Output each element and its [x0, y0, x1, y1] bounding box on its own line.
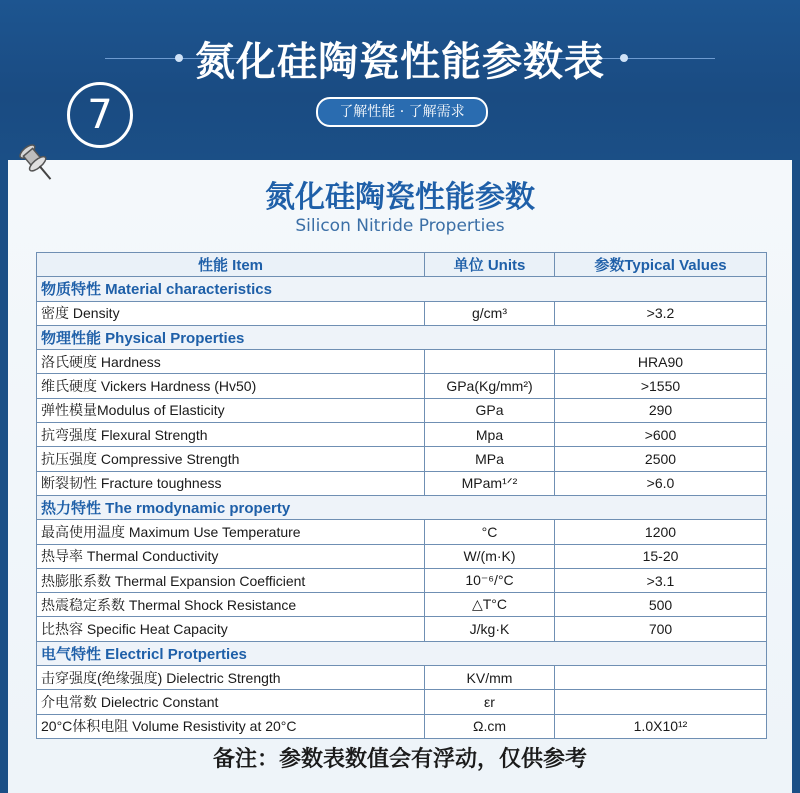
property-name: 介电常数 Dielectric Constant: [37, 690, 425, 714]
table-row: [37, 398, 767, 422]
section-label: 物质特性 Material characteristics: [37, 277, 767, 301]
property-unit: Ω.cm: [425, 714, 555, 738]
table-row: [37, 617, 767, 641]
table-row: [37, 568, 767, 592]
property-name: 热震稳定系数 Thermal Shock Resistance: [37, 593, 425, 617]
section-label: 物理性能 Physical Properties: [37, 325, 767, 349]
subtitle-pill: 了解性能 · 了解需求: [316, 97, 488, 127]
property-value: >3.2: [555, 301, 767, 325]
table-row: [37, 714, 767, 738]
table-row: [37, 520, 767, 544]
property-name: 20°C体积电阻 Volume Resistivity at 20°C: [37, 714, 425, 738]
column-header-values: 参数Typical Values: [555, 253, 767, 277]
property-value: HRA90: [555, 350, 767, 374]
property-value: 15-20: [555, 544, 767, 568]
property-value: 500: [555, 593, 767, 617]
section-label: 电气特性 Electricl Protperties: [37, 641, 767, 665]
property-unit: g/cm³: [425, 301, 555, 325]
table-header-row: [37, 253, 767, 277]
properties-table: [36, 252, 767, 739]
property-name: 弹性模量Modulus of Elasticity: [37, 398, 425, 422]
property-name: 密度 Density: [37, 301, 425, 325]
property-name: 比热容 Specific Heat Capacity: [37, 617, 425, 641]
property-unit: °C: [425, 520, 555, 544]
property-unit: GPa: [425, 398, 555, 422]
property-unit: MPa: [425, 447, 555, 471]
property-name: 洛氏硬度 Hardness: [37, 350, 425, 374]
property-value: [555, 690, 767, 714]
table-section-row: [37, 641, 767, 665]
property-name: 维氏硬度 Vickers Hardness (Hv50): [37, 374, 425, 398]
property-value: >6.0: [555, 471, 767, 495]
property-unit: KV/mm: [425, 666, 555, 690]
property-unit: W/(m·K): [425, 544, 555, 568]
property-value: 2500: [555, 447, 767, 471]
property-unit: [425, 350, 555, 374]
table-row: [37, 593, 767, 617]
property-name: 抗弯强度 Flexural Strength: [37, 423, 425, 447]
property-value: >1550: [555, 374, 767, 398]
property-value: 1.0X10¹²: [555, 714, 767, 738]
table-section-row: [37, 325, 767, 349]
table-section-row: [37, 495, 767, 519]
property-unit: MPam¹ᐟ²: [425, 471, 555, 495]
property-name: 热膨胀系数 Thermal Expansion Coefficient: [37, 568, 425, 592]
table-section-row: [37, 277, 767, 301]
property-unit: Mpa: [425, 423, 555, 447]
column-header-item: 性能 Item: [37, 253, 425, 277]
table-row: [37, 666, 767, 690]
table-row: [37, 544, 767, 568]
property-unit: △T°C: [425, 593, 555, 617]
footnote: 备注：参数表数值会有浮动，仅供参考: [212, 747, 587, 772]
table-row: [37, 471, 767, 495]
property-name: 断裂韧性 Fracture toughness: [37, 471, 425, 495]
property-value: 1200: [555, 520, 767, 544]
property-unit: 10⁻⁶/°C: [425, 568, 555, 592]
section-label: 热力特性 The rmodynamic property: [37, 495, 767, 519]
table-row: [37, 301, 767, 325]
property-value: >600: [555, 423, 767, 447]
property-value: 290: [555, 398, 767, 422]
table-row: [37, 690, 767, 714]
table-row: [37, 350, 767, 374]
property-unit: GPa(Kg/mm²): [425, 374, 555, 398]
property-name: 热导率 Thermal Conductivity: [37, 544, 425, 568]
table-row: [37, 447, 767, 471]
property-value: [555, 666, 767, 690]
page-title: 氮化硅陶瓷性能参数表: [195, 39, 605, 85]
property-value: 700: [555, 617, 767, 641]
property-unit: J/kg·K: [425, 617, 555, 641]
sheet-subtitle: Silicon Nitride Properties: [295, 216, 505, 236]
table-row: [37, 423, 767, 447]
sheet-title: 氮化硅陶瓷性能参数: [265, 180, 535, 215]
property-value: >3.1: [555, 568, 767, 592]
property-unit: εr: [425, 690, 555, 714]
section-number-badge: 7: [67, 82, 133, 148]
property-name: 击穿强度(绝缘强度) Dielectric Strength: [37, 666, 425, 690]
property-name: 抗压强度 Compressive Strength: [37, 447, 425, 471]
property-name: 最高使用温度 Maximum Use Temperature: [37, 520, 425, 544]
table-row: [37, 374, 767, 398]
column-header-units: 单位 Units: [425, 253, 555, 277]
